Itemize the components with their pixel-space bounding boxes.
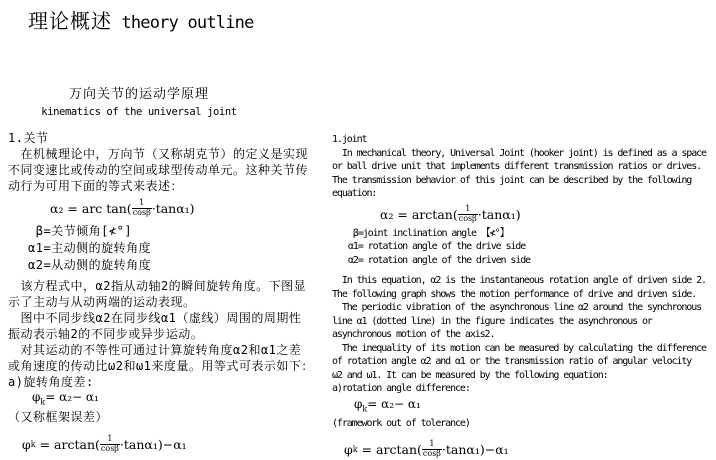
text-line: line α1 (dotted line) in the figure indicates the asynchronous or [332, 315, 652, 327]
text-line: a)旋转角度差: [8, 375, 94, 389]
phi-subscript: k [30, 439, 36, 449]
text-line: 在机械理论中，万向节（又称胡克节）的定义是实现 [8, 147, 309, 161]
fraction [132, 199, 152, 218]
formula-text: ·tanα₁)−α₁ [441, 441, 509, 457]
note-framework-error-zh: （又称框架误差） [8, 410, 109, 425]
text-line: 示了主动与从动两端的运动表现。 [8, 295, 196, 309]
formula-text: = α₂− α₁ [45, 390, 99, 404]
note-framework-tolerance-en: (framework out of tolerance) [332, 417, 470, 429]
text-line: The following graph shows the motion performance of drive and driven side. [332, 288, 697, 300]
formula-phi-arctan-en [344, 438, 716, 460]
text-line: The transmission behavior of this joint can be described by the following [332, 174, 692, 186]
formula-text: α₂ = arc tan( [50, 200, 132, 216]
text-line: 不同变速比或传动的空间或球型传动单元。这种关节传 [8, 163, 309, 177]
definition-alpha2: α2= rotation angle of the driven side [348, 254, 531, 266]
phi-symbol: φ [32, 390, 41, 404]
definition-alpha2: α2=从动侧的旋转角度 [28, 258, 152, 272]
fraction-numerator: 1 [107, 434, 113, 444]
fraction-numerator: 1 [429, 439, 435, 449]
text-line: In this equation, α2 is the instantaneous rotation angle of driven side 2. [332, 275, 706, 286]
formula-text: = arctan( [35, 436, 100, 452]
formula-text: = α₂− α₁ [367, 396, 421, 411]
phi-symbol: φ [344, 441, 353, 457]
text-line: 图中不同步线α2在同步线α1（虚线）周围的周期性 [8, 311, 302, 325]
definition-alpha1: α1= rotation angle of the drive side [348, 241, 526, 252]
phi-subscript: k [352, 444, 358, 454]
text-line: The inequality of its motion can be measured by calculating the difference [332, 342, 706, 354]
text-line: 振动表示轴2的不同步或异步运动。 [8, 327, 204, 341]
formula-phi-difference-en [354, 397, 716, 416]
text-line: asynchronous motion of the axis2. [332, 329, 495, 340]
formula-alpha2-arctan-zh [50, 197, 330, 219]
formula-alpha2-arctan-en [380, 204, 716, 226]
fraction-denominator: cosβ [422, 448, 441, 458]
definition-alpha1: α1=主动侧的旋转角度 [28, 241, 152, 255]
fraction [458, 205, 478, 224]
fraction-numerator: 1 [139, 197, 145, 207]
fraction-denominator: cosβ [458, 214, 477, 223]
symbol-definitions-zh [28, 223, 330, 274]
text-line: 或角速度的传动比ω2和ω1来度量。用等式可表示如下： [8, 359, 314, 373]
paragraph-joint-definition-en [332, 133, 716, 201]
text-line: In mechanical theory, Universal Joint (hooker joint) is defined as a space [332, 147, 706, 159]
definition-beta: β=关节倾角[≮°] [28, 224, 133, 238]
paragraph-motion-description-en [332, 274, 716, 396]
paragraph-joint-definition-zh [8, 130, 330, 194]
section-subtitle [10, 86, 268, 120]
fraction-denominator: cosβ [132, 207, 151, 217]
formula-text: ·tanα₁)−α₁ [119, 436, 187, 452]
definition-beta: β=joint inclination angle 【≮°】 [348, 227, 509, 239]
formula-text: = arctan( [357, 441, 422, 457]
text-line: ω2 and ω1. It can be measured by the following equation: [332, 369, 608, 381]
text-line: 对其运动的不等性可通过计算旋转角度α2和α1之差 [8, 343, 302, 357]
text-line: or ball drive unit that implements different transmission ratios or drives. [332, 161, 702, 172]
fraction-numerator: 1 [465, 204, 471, 214]
formula-text: ·tanα₁) [151, 200, 195, 216]
fraction [422, 440, 442, 459]
phi-subscript: k [362, 403, 368, 413]
fraction [100, 435, 120, 454]
text-line: a)rotation angle difference: [332, 383, 470, 394]
page-title-chinese: 理论概述 [28, 9, 112, 33]
formula-text: ·tanα₁) [477, 207, 521, 222]
formula-text: α₂ = arctan( [380, 207, 458, 222]
phi-symbol: φ [354, 396, 363, 411]
formula-phi-difference-zh [32, 390, 330, 409]
subtitle-english: kinematics of the universal joint [41, 106, 237, 118]
right-column-english [332, 133, 716, 460]
subtitle-chinese: 万向关节的运动学原理 [68, 87, 209, 102]
text-line: The periodic vibration of the asynchronous line α2 around the synchronous [332, 302, 702, 313]
phi-symbol: φ [22, 436, 31, 452]
text-line: 动行为可用下面的等式来表述： [8, 179, 184, 193]
page-title [28, 8, 254, 36]
text-line: 1.joint [332, 134, 367, 145]
text-line: of rotation angle α2 and α1 or the transmission ratio of angular velocity [332, 356, 692, 367]
paragraph-motion-description-zh [8, 278, 330, 390]
text-line: equation: [332, 188, 377, 199]
page-title-english: theory outline [112, 13, 254, 33]
fraction-denominator: cosβ [100, 443, 119, 453]
left-column-chinese [8, 130, 330, 455]
symbol-definitions-en [348, 227, 716, 268]
text-line: 1.关节 [8, 131, 49, 145]
formula-phi-arctan-zh [22, 433, 330, 455]
phi-subscript: k [40, 397, 46, 407]
text-line: 该方程式中，α2指从动轴2的瞬间旋转角度。下图显 [8, 279, 307, 293]
